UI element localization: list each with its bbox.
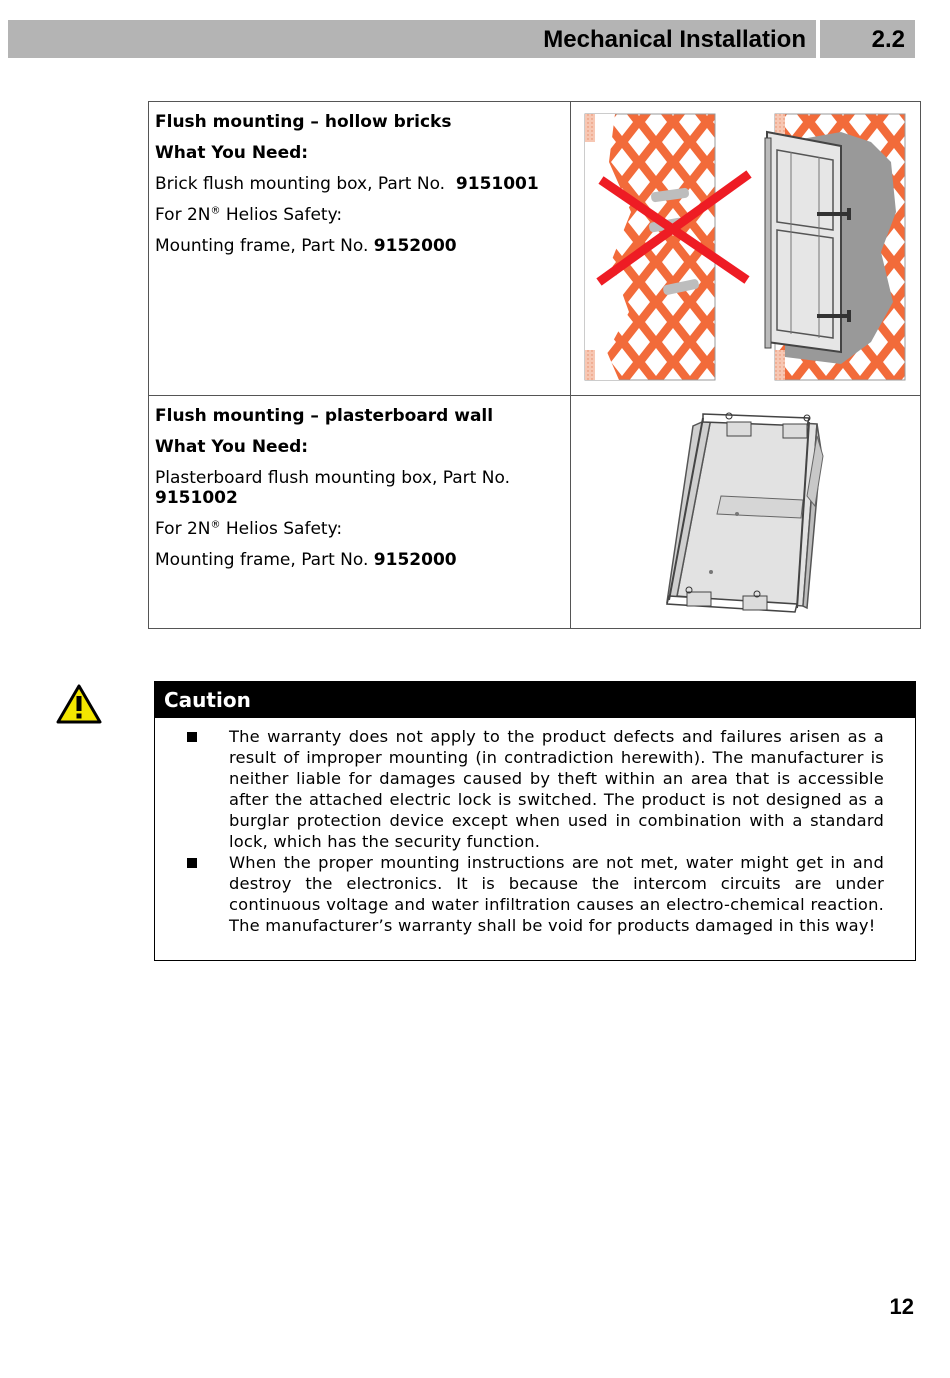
for-prefix: For 2N bbox=[155, 519, 211, 539]
caution-list bbox=[155, 718, 915, 936]
header-title-bar bbox=[8, 20, 816, 58]
registered-mark: ® bbox=[210, 205, 221, 217]
what-you-need-label: What You Need: bbox=[155, 143, 309, 163]
bullet-icon bbox=[187, 732, 197, 742]
item-text: Brick flush mounting box, Part No. bbox=[155, 174, 446, 194]
row-text-cell bbox=[149, 102, 571, 396]
row-image-cell bbox=[571, 396, 921, 629]
caution-box bbox=[154, 681, 916, 961]
caution-title: Caution bbox=[155, 682, 915, 718]
item-text: Mounting frame, Part No. bbox=[155, 236, 374, 256]
list-item bbox=[155, 726, 884, 852]
table-row bbox=[149, 396, 921, 629]
item-line bbox=[155, 236, 564, 256]
page-number: 12 bbox=[889, 1294, 914, 1319]
for-suffix: Helios Safety: bbox=[220, 205, 343, 225]
item-text: Plasterboard flush mounting box, Part No. bbox=[155, 468, 510, 488]
plasterboard-mounting-box-illustration bbox=[571, 396, 920, 628]
warning-triangle-icon bbox=[56, 684, 102, 724]
hollow-brick-mounting-illustration bbox=[571, 102, 920, 395]
row-image-cell bbox=[571, 102, 921, 396]
item-line bbox=[155, 174, 564, 194]
part-number: 9152000 bbox=[373, 550, 457, 570]
for-prefix: For 2N bbox=[155, 205, 211, 225]
part-number: 9152000 bbox=[373, 236, 457, 256]
list-item bbox=[155, 852, 884, 936]
item-line bbox=[155, 550, 564, 570]
page-title: Mechanical Installation bbox=[543, 26, 806, 53]
for-line bbox=[155, 205, 564, 225]
what-you-need-label: What You Need: bbox=[155, 437, 309, 457]
part-number: 9151001 bbox=[455, 174, 539, 194]
section-number: 2.2 bbox=[871, 26, 905, 53]
row-text-cell bbox=[149, 396, 571, 629]
caution-text: When the proper mounting instructions are not met, water might get in and destroy the electronics. It is because the intercom circuits are under continuous voltage and water infiltration causes an electro-chemical reaction. The manufacturer’s warranty shall be void for products damaged in this way! bbox=[229, 853, 884, 935]
for-line bbox=[155, 519, 564, 539]
part-number: 9151002 bbox=[155, 488, 238, 508]
registered-mark: ® bbox=[210, 519, 221, 531]
row-heading: Flush mounting – plasterboard wall bbox=[155, 406, 494, 426]
caution-text: The warranty does not apply to the product defects and failures arisen as a result of improper mounting (in contradiction herewith). The manufacturer is neither liable for damages caused by theft within an area that is accessible after the attached electric lock is switched. The product is not designed as a burglar protection device except when used in combination with a standard lock, which has the security function. bbox=[229, 727, 884, 851]
row-heading: Flush mounting – hollow bricks bbox=[155, 112, 452, 132]
item-line bbox=[155, 468, 564, 508]
requirements-table bbox=[148, 101, 921, 629]
for-suffix: Helios Safety: bbox=[220, 519, 343, 539]
header-section-bar bbox=[820, 20, 915, 58]
table-row bbox=[149, 102, 921, 396]
item-text: Mounting frame, Part No. bbox=[155, 550, 374, 570]
bullet-icon bbox=[187, 858, 197, 868]
